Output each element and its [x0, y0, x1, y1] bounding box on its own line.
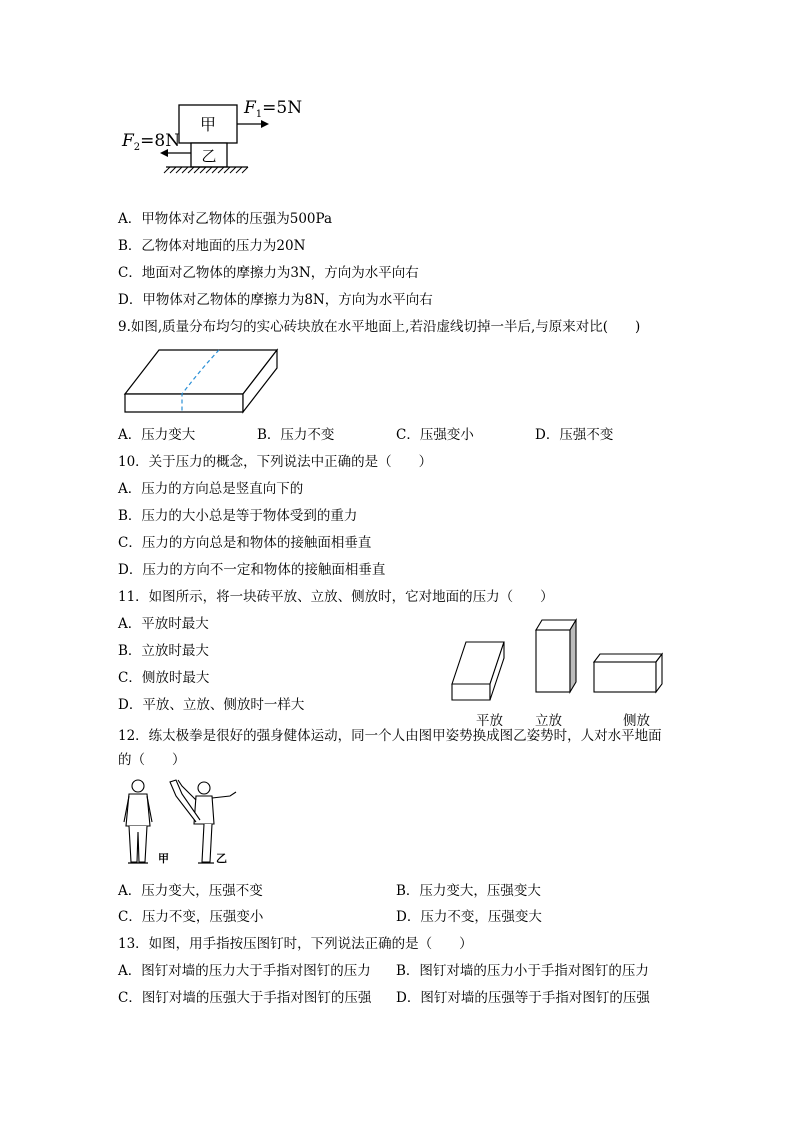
figure-jia-label: 甲	[158, 852, 169, 865]
q8-option-c: C．地面对乙物体的摩擦力为3N，方向为水平向右	[118, 265, 419, 281]
q13-option-d: D．图钉对墙的压强等于手指对图钉的压强	[396, 990, 650, 1006]
q11-option-c: C．侧放时最大	[118, 670, 210, 686]
q13-option-a: A．图钉对墙的压力大于手指对图钉的压力	[118, 963, 371, 979]
q12-stem-line1: 12．练太极拳是很好的强身健体运动，同一个人由图甲姿势换成图乙姿势时，人对水平地面	[118, 728, 662, 744]
f1-subscript: 1	[255, 109, 263, 120]
q8-option-d: D．甲物体对乙物体的摩擦力为8N，方向为水平向右	[118, 292, 433, 308]
q12-option-c: C．压力不变，压强变小	[118, 909, 264, 925]
q12-stem-line2: 的（ ）	[118, 752, 186, 768]
q9-option-d: D．压强不变	[535, 427, 614, 443]
q10-option-a: A．压力的方向总是竖直向下的	[118, 481, 304, 497]
q12-option-a: A．压力变大，压强不变	[118, 883, 263, 899]
q12-option-d: D．压力不变，压强变大	[396, 909, 542, 925]
label-side: 侧放	[623, 713, 650, 729]
q11-stem: 11．如图所示，将一块砖平放、立放、侧放时，它对地面的压力（ ）	[118, 589, 554, 605]
q12-option-b: B．压力变大，压强变大	[396, 883, 541, 899]
q9-option-a: A．压力变大	[118, 427, 196, 443]
label-flat: 平放	[476, 713, 503, 729]
svg-text:F1=5N	[243, 98, 302, 120]
block-yi-label: 乙	[201, 147, 217, 165]
q11-option-d: D．平放、立放、侧放时一样大	[118, 697, 305, 713]
q13-stem: 13．如图，用手指按压图钉时，下列说法正确的是（ ）	[118, 936, 473, 952]
q10-option-d: D．压力的方向不一定和物体的接触面相垂直	[118, 562, 386, 578]
blocks-force-figure	[118, 95, 308, 177]
brick-cut-figure	[122, 346, 282, 416]
brick-orientations-figure	[448, 618, 668, 706]
q13-option-c: C．图钉对墙的压强大于手指对图钉的压强	[118, 990, 372, 1006]
q9-stem: 9.如图,质量分布均匀的实心砖块放在水平地面上,若沿虚线切掉一半后,与原来对比( )	[118, 319, 641, 335]
q11-option-b: B．立放时最大	[118, 643, 209, 659]
taichi-figure	[118, 776, 244, 868]
f1-value: =5N	[262, 98, 303, 118]
q10-stem: 10．关于压力的概念，下列说法中正确的是（ ）	[118, 454, 433, 470]
q9-option-c: C．压强变小	[396, 427, 474, 443]
block-jia-label: 甲	[199, 115, 217, 134]
f1-symbol: F	[244, 98, 256, 118]
q11-option-a: A．平放时最大	[118, 616, 209, 632]
figure-yi-label: 乙	[216, 852, 227, 865]
q9-option-b: B．压力不变	[257, 427, 335, 443]
q8-option-b: B．乙物体对地面的压力为20N	[118, 238, 306, 254]
f2-value: =8N	[140, 131, 181, 151]
svg-text:F2=8N	[121, 131, 180, 153]
q13-option-b: B．图钉对墙的压力小于手指对图钉的压力	[396, 963, 649, 979]
label-upright: 立放	[535, 713, 562, 729]
q10-option-b: B．压力的大小总是等于物体受到的重力	[118, 508, 358, 524]
f2-symbol: F	[122, 131, 134, 151]
f2-subscript: 2	[133, 142, 141, 153]
q8-option-a: A．甲物体对乙物体的压强为500Pa	[118, 211, 333, 227]
q10-option-c: C．压力的方向总是和物体的接触面相垂直	[118, 535, 372, 551]
